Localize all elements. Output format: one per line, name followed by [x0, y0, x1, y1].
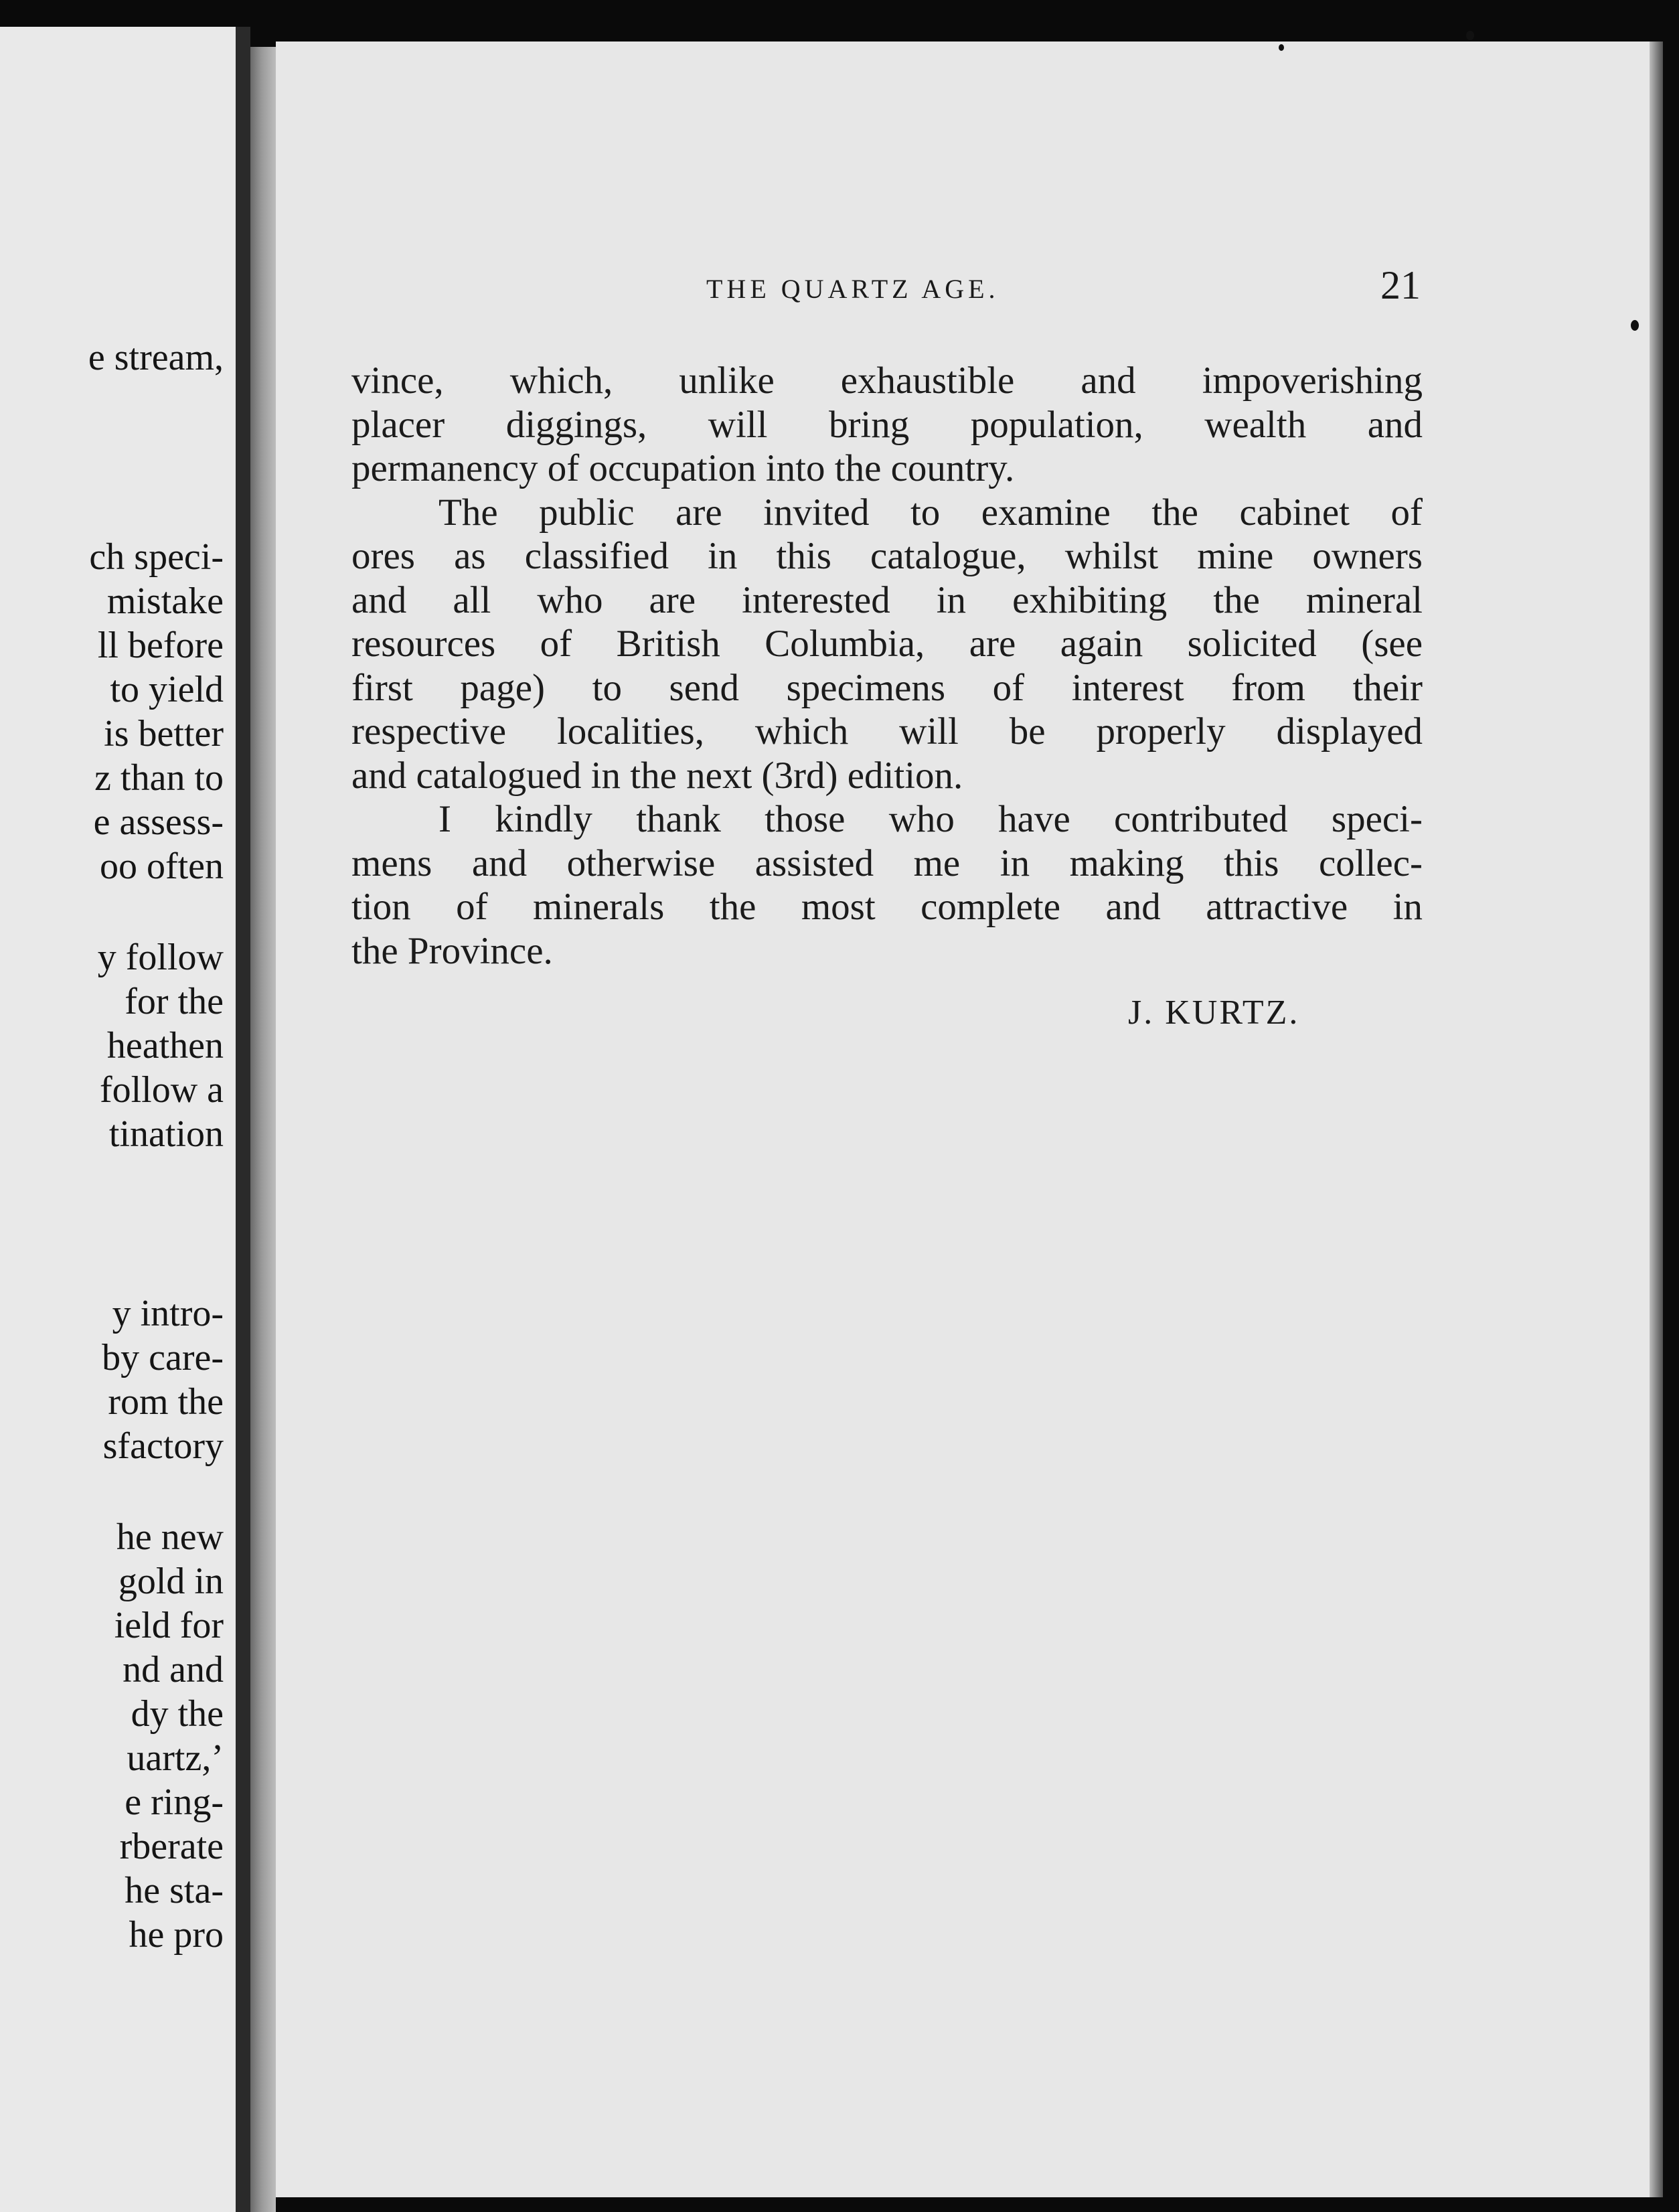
left-page-line: ch speci- — [89, 536, 224, 578]
body-line: resources of British Columbia, are again solicited (see — [351, 623, 1423, 665]
left-page-line: y follow — [97, 937, 224, 978]
body-line: and all who are interested in exhibiting the mineral — [351, 578, 1423, 621]
scan-speck — [1279, 44, 1284, 51]
page-edge-shadow — [1650, 42, 1663, 2197]
scan-speck — [1631, 320, 1639, 331]
body-line: permanency of occupation into the country. — [351, 447, 1015, 489]
body-line: respective localities, which will be properly displayed — [351, 710, 1423, 753]
left-page-line: heathen — [106, 1025, 224, 1066]
left-page-line: z than to — [94, 757, 224, 799]
left-page-line: nd and — [123, 1649, 224, 1690]
left-page-line: for the — [125, 981, 224, 1022]
body-line: tion of minerals the most complete and attractive in — [351, 886, 1423, 928]
body-text — [351, 359, 1423, 973]
left-page-line: y intro- — [112, 1293, 224, 1334]
body-line: ores as classified in this catalogue, whilst mine owners — [351, 535, 1423, 577]
left-page-line: dy the — [131, 1693, 224, 1735]
left-page-line: he sta- — [125, 1870, 224, 1911]
left-page-line: e stream, — [88, 337, 224, 378]
body-line: I kindly thank those who have contributed speci- — [438, 798, 1423, 840]
body-line: placer diggings, will bring population, wealth and — [351, 403, 1423, 446]
body-line: and catalogued in the next (3rd) edition. — [351, 754, 963, 797]
previous-page-fragment — [0, 27, 236, 2212]
body-line: the Province. — [351, 929, 553, 972]
body-line: vince, which, unlike exhaustible and impoverishing — [351, 360, 1423, 402]
left-page-line: to yield — [110, 669, 224, 710]
left-page-line: mistake — [106, 580, 224, 622]
book-gutter — [236, 27, 250, 2212]
left-page-line: he pro — [129, 1914, 224, 1956]
left-page-line: e assess- — [93, 801, 224, 843]
page-number: 21 — [1380, 263, 1421, 307]
left-page-line: he new — [116, 1516, 224, 1558]
author-signature: J. KURTZ. — [1128, 994, 1300, 1032]
body-line: first page) to send specimens of interest from their — [351, 666, 1423, 709]
left-page-line: is better — [104, 713, 224, 755]
left-page-line: gold in — [118, 1561, 224, 1602]
left-page-line: uartz,’ — [127, 1737, 224, 1779]
left-page-line: follow a — [99, 1069, 224, 1111]
left-page-line: rom the — [108, 1381, 224, 1423]
left-page-line: sfactory — [102, 1425, 224, 1467]
left-page-line: ield for — [114, 1605, 224, 1646]
left-page-line: tination — [108, 1113, 224, 1155]
body-line: mens and otherwise assisted me in making this collec- — [351, 842, 1423, 884]
left-page-line: oo often — [99, 846, 224, 887]
left-page-line: ll before — [97, 625, 224, 666]
page-fold-shadow — [250, 47, 276, 2212]
left-page-line: rberate — [119, 1826, 224, 1867]
scan-speck — [1466, 31, 1474, 40]
body-line: The public are invited to examine the cabinet of — [438, 491, 1423, 534]
left-page-line: e ring- — [125, 1782, 224, 1823]
left-page-line: by care- — [102, 1337, 224, 1378]
running-head: THE QUARTZ AGE. — [706, 274, 1000, 304]
